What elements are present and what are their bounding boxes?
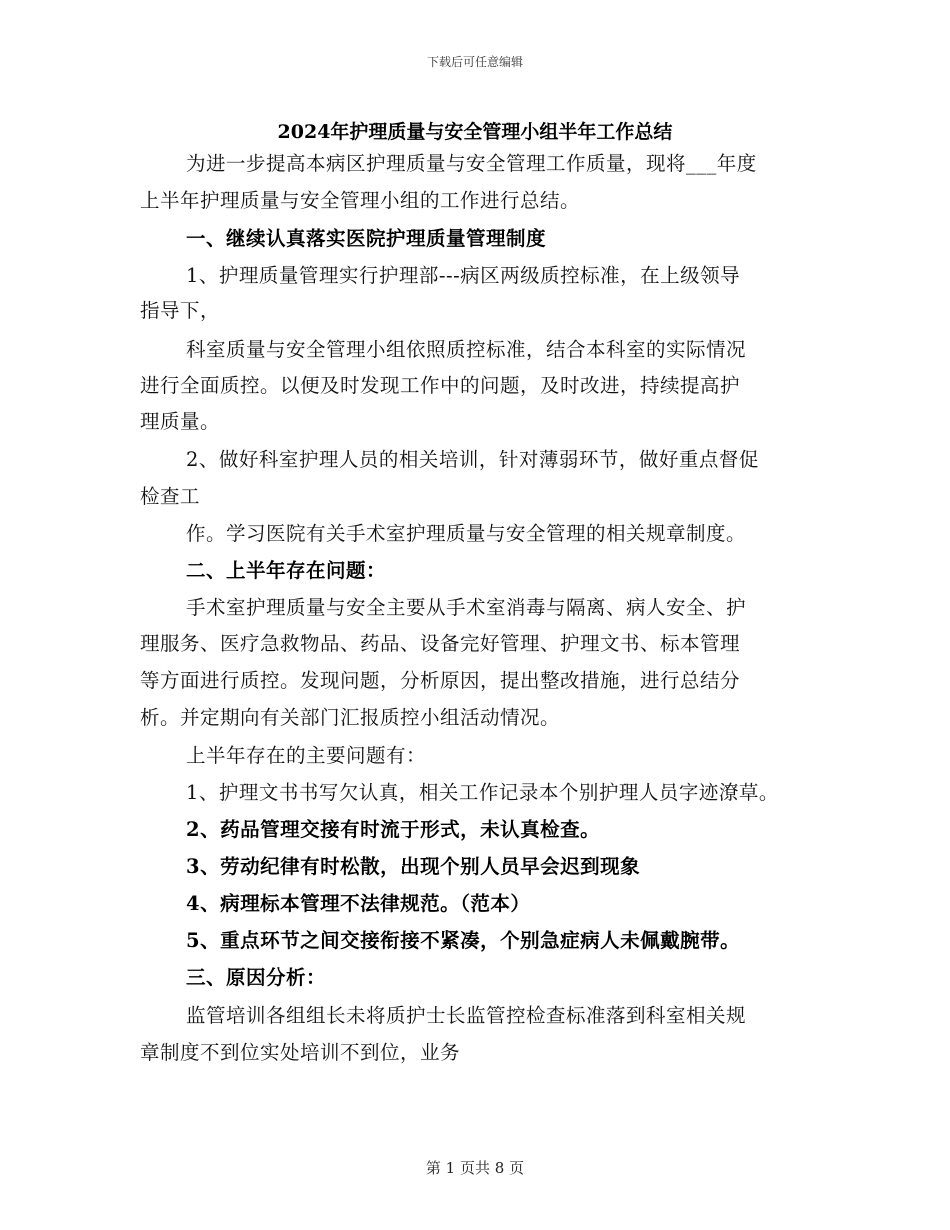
page-footer: 第 1 页共 8 页	[425, 1159, 525, 1177]
paragraph-line: 理质量。	[140, 410, 221, 433]
paragraph-line: 指导下，	[140, 299, 221, 322]
paragraph-line: 析。并定期向有关部门汇报质控小组活动情况。	[140, 706, 561, 729]
paragraph-line: 等方面进行质控。发现问题，分析原因，提出整改措施，进行总结分	[140, 669, 741, 692]
paragraph-line: 1、护理文书书写欠认真，相关工作记录本个别护理人员字迹潦草。	[186, 781, 779, 804]
issue-item: 5、重点环节之间交接衔接不紧凑，个别急症病人未佩戴腕带。	[186, 929, 741, 952]
document-title: 2024年护理质量与安全管理小组半年工作总结	[277, 121, 673, 143]
section-heading: 二、上半年存在问题：	[186, 559, 387, 582]
paragraph-line: 为进一步提高本病区护理质量与安全管理工作质量，现将___年度	[186, 152, 757, 175]
issue-item: 2、药品管理交接有时流于形式，未认真检查。	[186, 818, 601, 841]
paragraph-line: 科室质量与安全管理小组依照质控标准，结合本科室的实际情况	[186, 338, 747, 361]
paragraph-line: 章制度不到位实处培训不到位，业务	[140, 1041, 461, 1064]
paragraph-line: 上半年护理质量与安全管理小组的工作进行总结。	[140, 189, 581, 212]
issue-item: 4、病理标本管理不法律规范。（范本）	[186, 892, 531, 915]
paragraph-line: 理服务、医疗急救物品、药品、设备完好管理、护理文书、标本管理	[140, 632, 741, 655]
section-heading: 三、原因分析：	[186, 966, 327, 989]
issue-item: 3、劳动纪律有时松散，出现个别人员早会迟到现象	[186, 855, 641, 878]
paragraph-line: 进行全面质控。以便及时发现工作中的问题，及时改进，持续提高护	[140, 374, 741, 397]
paragraph-line: 监管培训各组组长未将质护士长监管控检查标准落到科室相关规	[186, 1004, 747, 1027]
paragraph-line: 上半年存在的主要问题有：	[186, 744, 427, 767]
paragraph-line: 2、做好科室护理人员的相关培训，针对薄弱环节，做好重点督促	[186, 448, 759, 471]
paragraph-line: 作。学习医院有关手术室护理质量与安全管理的相关规章制度。	[186, 522, 747, 545]
header-note: 下载后可任意编辑	[426, 55, 523, 69]
paragraph-line: 检查工	[140, 485, 201, 508]
section-heading: 一、继续认真落实医院护理质量管理制度	[186, 227, 547, 250]
paragraph-line: 1、护理质量管理实行护理部---病区两级质控标准，在上级领导	[186, 264, 741, 287]
paragraph-line: 手术室护理质量与安全主要从手术室消毒与隔离、病人安全、护	[186, 596, 747, 619]
